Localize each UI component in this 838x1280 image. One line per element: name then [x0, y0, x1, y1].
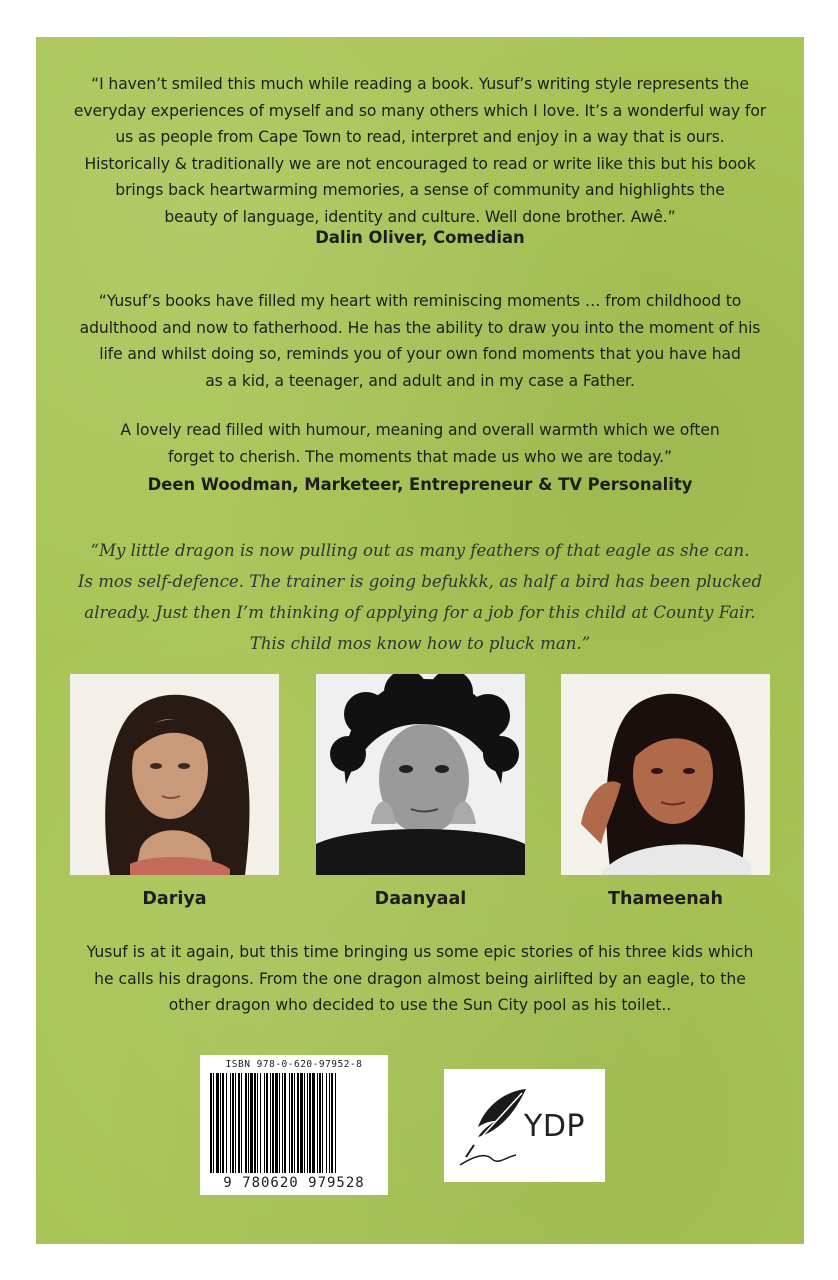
barcode-bar — [284, 1073, 286, 1173]
barcode-bar — [266, 1073, 268, 1173]
barcode-bar — [238, 1073, 240, 1173]
quote-line: everyday experiences of myself and so many others which I love. It’s a wonderful way for — [73, 101, 767, 120]
blurb-line: he calls his dragons. From the one dragon almost being airlifted by an eagle, to the — [94, 969, 746, 988]
barcode-bar — [257, 1073, 258, 1173]
book-back-cover — [36, 37, 804, 1244]
barcode-bar — [254, 1073, 256, 1173]
blurb-line: other dragon who decided to use the Sun City pool as his toilet.. — [168, 996, 672, 1014]
barcode-bar — [230, 1073, 231, 1173]
barcode-bar — [272, 1073, 274, 1173]
kid-name-daanyaal: Daanyaal — [374, 889, 467, 909]
barcode-bar — [248, 1073, 249, 1173]
barcode-bar — [222, 1073, 224, 1173]
excerpt-line: “My little dragon is now pulling out as many feathers of that eagle as she can. — [90, 541, 750, 560]
excerpt-line: Is mos self-defence. The trainer is going befukkk, as half a bird has been plucked — [77, 572, 763, 591]
testimonial-quote-2-continued — [66, 417, 774, 470]
portrait-thameenah-image — [561, 674, 770, 875]
photo-daanyaal — [316, 674, 525, 875]
testimonial-attribution-1: Dalin Oliver, Comedian — [315, 228, 525, 247]
barcode-bar — [322, 1073, 323, 1173]
quote-line: “Yusuf’s books have filled my heart with reminiscing moments … from childhood to — [98, 292, 742, 310]
barcode-bar — [297, 1073, 299, 1173]
barcode-bar — [232, 1073, 234, 1173]
barcode-bar — [264, 1073, 265, 1173]
barcode-bar — [270, 1073, 271, 1173]
barcode-bar — [260, 1073, 261, 1173]
quote-line: beauty of language, identity and culture. Well done brother. Awê.” — [164, 207, 676, 226]
quote-line: forget to cherish. The moments that made us who we are today.” — [168, 447, 672, 466]
photo-thameenah — [561, 674, 770, 875]
barcode-bar — [312, 1073, 315, 1173]
barcode-bar — [275, 1073, 278, 1173]
quote-line: A lovely read filled with humour, meaning and overall warmth which we often — [120, 421, 720, 439]
isbn-number: 9 780620 979528 — [223, 1175, 365, 1191]
portrait-dariya-image — [70, 674, 279, 875]
barcode-bar — [319, 1073, 321, 1173]
barcode-bar — [282, 1073, 283, 1173]
blurb-line: Yusuf is at it again, but this time bringing us some epic stories of his three kids which — [86, 943, 754, 961]
isbn-barcode — [200, 1055, 388, 1195]
quote-line: life and whilst doing so, reminds you of your own fond moments that you have had — [99, 345, 741, 363]
barcode-bar — [307, 1073, 308, 1173]
barcode-bar — [331, 1073, 333, 1173]
barcode-bar — [235, 1073, 236, 1173]
quote-line: “I haven’t smiled this much while reading a book. Yusuf’s writing style represents the — [91, 75, 749, 93]
kid-name-dariya: Dariya — [142, 889, 207, 909]
book-excerpt — [66, 535, 774, 659]
barcode-bar — [294, 1073, 295, 1173]
barcode-bar — [317, 1073, 318, 1173]
barcode-bar — [250, 1073, 253, 1173]
isbn-label: ISBN 978-0-620-97952-8 — [225, 1059, 363, 1070]
barcode-bar — [213, 1073, 214, 1173]
barcode-bar — [289, 1073, 290, 1173]
portrait-daanyaal-image — [316, 674, 525, 875]
kid-name-thameenah: Thameenah — [608, 889, 723, 909]
testimonial-quote-2 — [66, 288, 774, 394]
barcode-bar — [300, 1073, 303, 1173]
testimonial-attribution-2: Deen Woodman, Marketeer, Entrepreneur & TV Personality — [147, 475, 693, 494]
quote-line: brings back heartwarming memories, a sense of community and highlights the — [115, 181, 725, 199]
barcode-bar — [304, 1073, 305, 1173]
barcode-bar — [216, 1073, 219, 1173]
barcode-bar — [309, 1073, 311, 1173]
barcode-bars — [210, 1073, 378, 1173]
barcode-bar — [220, 1073, 221, 1173]
testimonial-quote-1 — [66, 71, 774, 230]
publisher-logo-text: YDP — [524, 1109, 586, 1144]
barcode-bar — [210, 1073, 212, 1173]
barcode-bar — [226, 1073, 227, 1173]
quote-line: as a kid, a teenager, and adult and in my case a Father. — [205, 371, 635, 390]
barcode-bar — [291, 1073, 293, 1173]
barcode-bar — [329, 1073, 330, 1173]
barcode-bar — [279, 1073, 280, 1173]
barcode-bar — [241, 1073, 242, 1173]
publisher-logo — [444, 1069, 605, 1182]
barcode-bar — [326, 1073, 327, 1173]
excerpt-line: This child mos know how to pluck man.” — [249, 634, 591, 653]
excerpt-line: already. Just then I’m thinking of applying for a job for this child at County Fair. — [84, 603, 756, 622]
quote-line: Historically & traditionally we are not encouraged to read or write like this but his book — [84, 154, 756, 173]
quote-line: us as people from Cape Town to read, interpret and enjoy in a way that is ours. — [115, 128, 725, 146]
quote-line: adulthood and now to fatherhood. He has the ability to draw you into the moment of his — [79, 318, 761, 337]
barcode-bar — [335, 1073, 336, 1173]
book-blurb — [66, 939, 774, 1019]
photo-dariya — [70, 674, 279, 875]
barcode-bar — [245, 1073, 247, 1173]
